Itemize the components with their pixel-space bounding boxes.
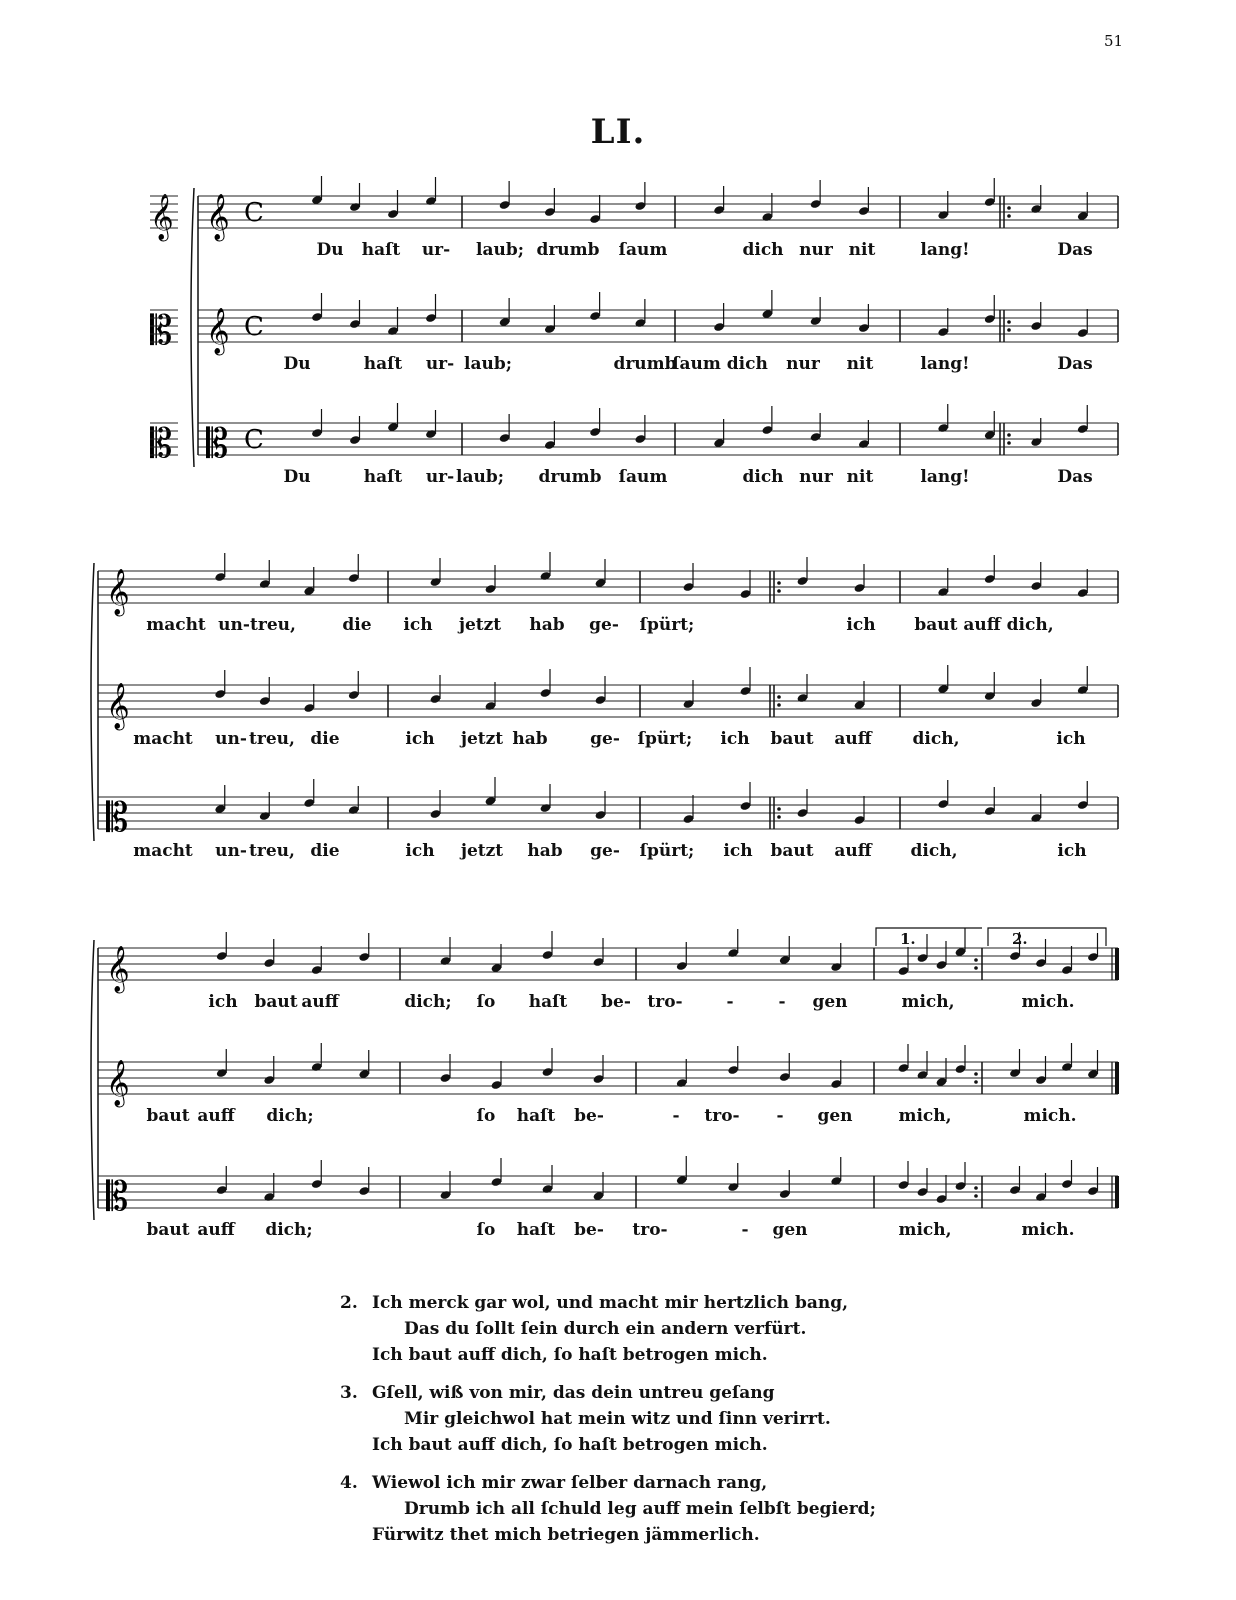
volta-1-label: 1. bbox=[900, 930, 916, 948]
lyric-syllable: ſpürt; bbox=[637, 729, 693, 749]
lyric-syllable: dich, bbox=[910, 841, 958, 861]
c-clef: 𝄡 bbox=[206, 421, 229, 467]
verse-line: Das du ſollt ſein durch ein andern verfürt. bbox=[404, 1319, 807, 1339]
volta-1-bracket bbox=[876, 928, 982, 946]
lyric-syllable: dich, bbox=[912, 729, 960, 749]
lyric-syllable: die bbox=[310, 729, 340, 749]
repeat-dot bbox=[974, 1072, 978, 1076]
repeat-dot bbox=[1007, 214, 1011, 218]
lyric-syllable: ur- bbox=[425, 354, 455, 374]
lyric-syllable: auff bbox=[197, 1220, 235, 1240]
lyric-syllable: ge- bbox=[590, 729, 620, 749]
lyric-syllable: auff bbox=[197, 1106, 235, 1126]
lyric-syllable: hab bbox=[529, 615, 565, 635]
lyric-syllable: Du bbox=[283, 467, 311, 487]
additional-verses bbox=[340, 1290, 876, 1560]
lyric-syllable: ſaum bbox=[618, 467, 668, 487]
lyric-syllable: - bbox=[672, 1106, 680, 1126]
repeat-dot bbox=[777, 703, 781, 707]
c-clef: 𝄡 bbox=[106, 795, 129, 841]
lyric-syllable: Das bbox=[1057, 354, 1093, 374]
lyric-syllable: mich, bbox=[898, 1106, 952, 1126]
lyric-syllable: ſpürt; bbox=[639, 615, 695, 635]
time-signature: C bbox=[244, 312, 264, 342]
lyric-syllable: gen bbox=[812, 992, 848, 1012]
lyric-syllable: ſo bbox=[476, 1106, 496, 1126]
lyric-syllable: gen bbox=[772, 1220, 808, 1240]
lyric-syllable: die bbox=[310, 841, 340, 861]
lyric-syllable: macht bbox=[133, 729, 193, 749]
lyric-syllable: mich, bbox=[901, 992, 955, 1012]
verse-2 bbox=[340, 1290, 876, 1368]
lyric-syllable: jetzt bbox=[460, 841, 504, 861]
lyric-syllable: baut bbox=[146, 1106, 190, 1126]
treble-clef: 𝄞 bbox=[106, 946, 130, 992]
lyric-syllable: Das bbox=[1057, 467, 1093, 487]
repeat-dot bbox=[777, 695, 781, 699]
lyric-syllable: un- bbox=[215, 729, 247, 749]
treble-clef: 𝄞 bbox=[206, 308, 230, 354]
c-clef: 𝄡 bbox=[106, 1174, 129, 1220]
lyric-syllable: - bbox=[726, 992, 734, 1012]
lyric-syllable: dich; bbox=[265, 1220, 313, 1240]
page-number: 51 bbox=[1104, 32, 1124, 50]
lyric-syllable: ſaum dich bbox=[672, 354, 768, 374]
lyric-syllable: hab bbox=[512, 729, 548, 749]
lyric-syllable: Du bbox=[316, 240, 344, 260]
treble-clef: 𝄞 bbox=[206, 194, 230, 240]
lyric-syllable: ich bbox=[403, 615, 433, 635]
lyric-syllable: lang! bbox=[920, 240, 970, 260]
treble-clef-incipit: 𝄞 bbox=[150, 194, 174, 240]
verse-line: Fürwitz thet mich betriegen jämmerlich. bbox=[372, 1525, 760, 1545]
c-clef-incipit: 𝄡 bbox=[150, 421, 173, 467]
lyric-syllable: macht bbox=[146, 615, 206, 635]
lyric-syllable: be- bbox=[574, 1106, 604, 1126]
repeat-dot bbox=[777, 589, 781, 593]
system-bracket bbox=[191, 188, 194, 467]
lyric-syllable: drumb bbox=[538, 467, 602, 487]
verse-line: Wiewol ich mir zwar ſelber darnach rang, bbox=[372, 1473, 768, 1493]
repeat-dot bbox=[1007, 320, 1011, 324]
treble-clef: 𝄞 bbox=[106, 1060, 130, 1106]
lyric-syllable: baut bbox=[254, 992, 298, 1012]
lyric-syllable: nit bbox=[848, 240, 876, 260]
verse-line: Drumb ich all ſchuld leg auff mein ſelbſt begierd; bbox=[404, 1499, 876, 1519]
verse-line: Ich baut auff dich, ſo haſt betrogen mich. bbox=[372, 1435, 768, 1455]
lyric-syllable: treu, bbox=[250, 615, 296, 635]
lyric-syllable: die bbox=[342, 615, 372, 635]
verse-line: Gſell, wiß von mir, das dein untreu geſang bbox=[372, 1383, 775, 1403]
lyric-syllable: Du bbox=[283, 354, 311, 374]
lyric-syllable: ſaum bbox=[618, 240, 668, 260]
lyric-syllable: jetzt bbox=[460, 729, 504, 749]
lyric-syllable: lang! bbox=[920, 467, 970, 487]
lyric-syllable: tro- bbox=[632, 1220, 668, 1240]
lyric-syllable: mich. bbox=[1021, 992, 1075, 1012]
lyric-syllable: haſt bbox=[516, 1220, 556, 1240]
lyric-syllable: laub; bbox=[476, 240, 524, 260]
lyric-syllable: ur- bbox=[421, 240, 451, 260]
repeat-dot bbox=[974, 1194, 978, 1198]
repeat-dot bbox=[777, 815, 781, 819]
lyric-syllable: hab bbox=[527, 841, 563, 861]
volta-2-label: 2. bbox=[1012, 930, 1028, 948]
verse-number: 3. bbox=[340, 1383, 358, 1403]
c-clef-incipit: 𝄡 bbox=[150, 308, 173, 354]
verse-line: Ich merck gar wol, und macht mir hertzlich bang, bbox=[372, 1293, 849, 1313]
verse-4 bbox=[340, 1470, 876, 1548]
lyric-syllable: auff bbox=[834, 841, 872, 861]
treble-clef: 𝄞 bbox=[106, 569, 130, 615]
lyric-syllable: ich bbox=[723, 841, 753, 861]
lyric-syllable: mich. bbox=[1021, 1220, 1075, 1240]
repeat-dot bbox=[1007, 433, 1011, 437]
lyric-syllable: ge- bbox=[590, 841, 620, 861]
piece-title: LI. bbox=[590, 112, 646, 152]
lyric-syllable: un- bbox=[218, 615, 250, 635]
lyric-syllable: baut bbox=[146, 1220, 190, 1240]
verse-number: 2. bbox=[340, 1293, 358, 1313]
lyric-syllable: ich bbox=[1057, 841, 1087, 861]
lyric-syllable: jetzt bbox=[458, 615, 502, 635]
lyric-syllable: gen bbox=[817, 1106, 853, 1126]
system-bracket bbox=[91, 563, 94, 841]
lyric-syllable: tro- bbox=[647, 992, 683, 1012]
lyric-syllable: dich bbox=[742, 240, 784, 260]
lyric-syllable: tro- bbox=[704, 1106, 740, 1126]
lyric-syllable: ge- bbox=[589, 615, 619, 635]
verse-line: Ich baut auff dich, ſo haſt betrogen mich. bbox=[372, 1345, 768, 1365]
lyric-syllable: ur- bbox=[425, 467, 455, 487]
system-bracket bbox=[91, 940, 94, 1220]
lyric-syllable: be- bbox=[574, 1220, 604, 1240]
lyric-syllable: dich bbox=[742, 467, 784, 487]
lyric-syllable: macht bbox=[133, 841, 193, 861]
lyric-syllable: nur bbox=[799, 467, 833, 487]
lyric-syllable: ich bbox=[720, 729, 750, 749]
lyric-syllable: auff bbox=[834, 729, 872, 749]
lyric-syllable: be- bbox=[601, 992, 631, 1012]
lyric-syllable: mich, bbox=[898, 1220, 952, 1240]
repeat-dot bbox=[974, 1080, 978, 1084]
lyric-syllable: - bbox=[776, 1106, 784, 1126]
lyric-syllable: ſo bbox=[476, 992, 496, 1012]
lyric-syllable: haſt bbox=[528, 992, 568, 1012]
lyric-syllable: drumb bbox=[536, 240, 600, 260]
lyric-syllable: baut bbox=[770, 841, 814, 861]
verse-3 bbox=[340, 1380, 876, 1458]
lyric-syllable: nit bbox=[846, 354, 874, 374]
time-signature: C bbox=[244, 198, 264, 228]
repeat-dot bbox=[777, 581, 781, 585]
lyric-syllable: ich bbox=[846, 615, 876, 635]
repeat-dot bbox=[1007, 328, 1011, 332]
lyric-syllable: baut bbox=[770, 729, 814, 749]
lyric-syllable: treu, bbox=[249, 841, 295, 861]
lyric-syllable: - bbox=[778, 992, 786, 1012]
lyric-syllable: drumb bbox=[613, 354, 677, 374]
lyric-syllable: dich; bbox=[266, 1106, 314, 1126]
lyric-syllable: - bbox=[741, 1220, 749, 1240]
lyric-syllable: ich bbox=[1056, 729, 1086, 749]
lyric-syllable: ich bbox=[405, 729, 435, 749]
treble-clef: 𝄞 bbox=[106, 683, 130, 729]
time-signature: C bbox=[244, 425, 264, 455]
lyric-syllable: haſt bbox=[361, 240, 401, 260]
repeat-dot bbox=[1007, 206, 1011, 210]
repeat-dot bbox=[974, 966, 978, 970]
lyric-syllable: laub; bbox=[464, 354, 512, 374]
lyric-syllable: ich bbox=[208, 992, 238, 1012]
lyric-syllable: laub; bbox=[456, 467, 504, 487]
lyric-syllable: nur bbox=[799, 240, 833, 260]
lyric-syllable: nit bbox=[846, 467, 874, 487]
lyric-syllable: haſt bbox=[516, 1106, 556, 1126]
repeat-dot bbox=[974, 958, 978, 962]
lyric-syllable: haſt bbox=[363, 354, 403, 374]
lyric-syllable: un- bbox=[215, 841, 247, 861]
lyric-syllable: ich bbox=[405, 841, 435, 861]
repeat-dot bbox=[1007, 441, 1011, 445]
lyric-syllable: mich. bbox=[1023, 1106, 1077, 1126]
repeat-dot bbox=[974, 1186, 978, 1190]
lyric-syllable: auff bbox=[301, 992, 339, 1012]
verse-line: Mir gleichwol hat mein witz und ſinn verirrt. bbox=[404, 1409, 831, 1429]
lyric-syllable: dich; bbox=[404, 992, 452, 1012]
lyric-syllable: ſo bbox=[476, 1220, 496, 1240]
lyric-syllable: lang! bbox=[920, 354, 970, 374]
lyric-syllable: nur bbox=[786, 354, 820, 374]
lyric-syllable: Das bbox=[1057, 240, 1093, 260]
volta-2-bracket bbox=[988, 928, 1106, 946]
lyric-syllable: treu, bbox=[249, 729, 295, 749]
verse-number: 4. bbox=[340, 1473, 358, 1493]
repeat-dot bbox=[777, 807, 781, 811]
lyric-syllable: haſt bbox=[363, 467, 403, 487]
lyric-syllable: ſpürt; bbox=[639, 841, 695, 861]
lyric-syllable: baut auff dich, bbox=[914, 615, 1054, 635]
